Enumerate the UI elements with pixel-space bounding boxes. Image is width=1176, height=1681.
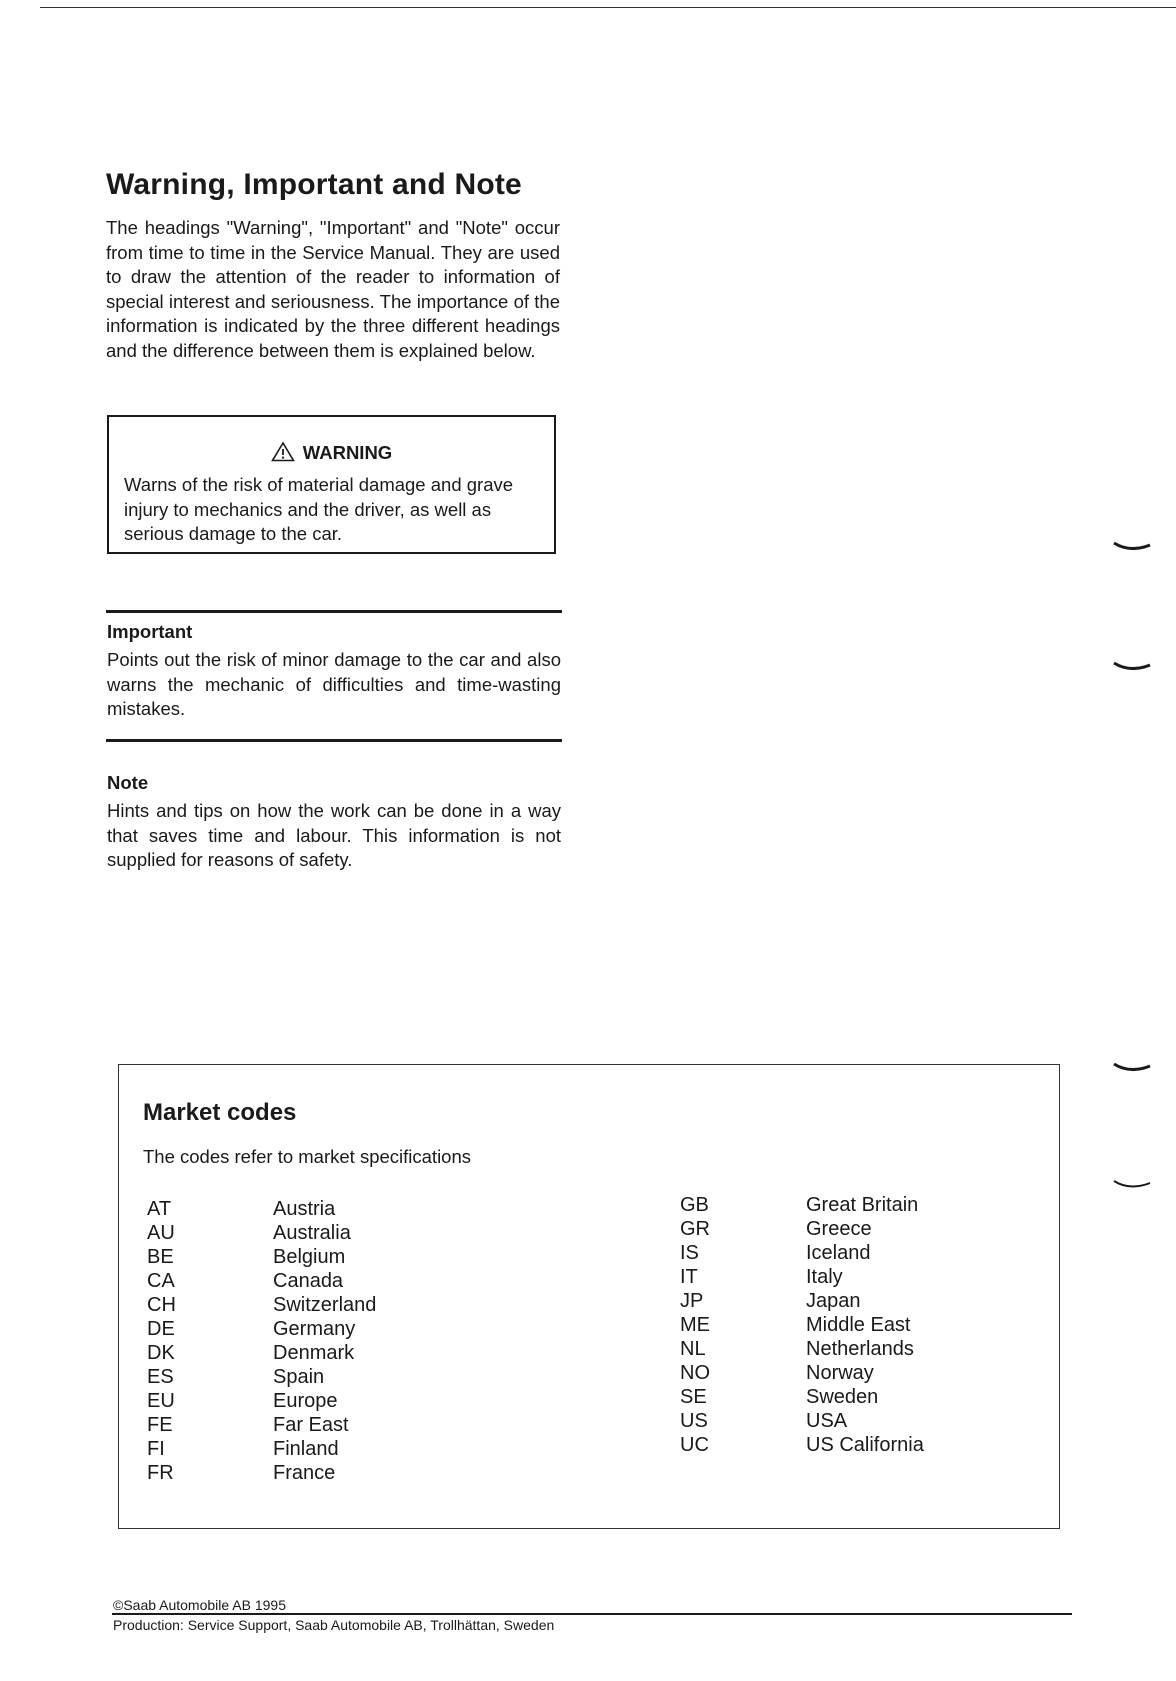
market-name: Italy <box>806 1266 843 1288</box>
top-rule <box>40 7 1176 8</box>
market-code: DK <box>147 1342 175 1364</box>
market-code: AT <box>147 1198 172 1220</box>
warning-heading <box>109 441 554 464</box>
intro-paragraph: The headings "Warning", "Important" and "Note" occur from time to time in the Service Manual. They are used to draw the attention of the reader to information of special interest and seriousness. The importance of the information is indicated by the three different headings and the difference between them is explained below. <box>106 217 560 361</box>
market-name: Japan <box>806 1290 861 1312</box>
market-name: France <box>273 1462 336 1484</box>
market-name: Germany <box>273 1318 356 1340</box>
page-title: Warning, Important and Note <box>106 168 522 201</box>
market-code: NO <box>680 1362 710 1384</box>
market-name: Austria <box>273 1198 336 1220</box>
warning-heading-label: WARNING <box>302 442 393 463</box>
market-code: BE <box>147 1246 174 1268</box>
market-code: FE <box>147 1414 173 1436</box>
important-heading: Important <box>107 621 193 642</box>
market-name: Spain <box>273 1366 325 1388</box>
market-name: Great Britain <box>806 1194 919 1216</box>
footer-copyright: ©Saab Automobile AB 1995 <box>113 1597 286 1613</box>
footer-production: Production: Service Support, Saab Automobile AB, Trollhättan, Sweden <box>113 1617 555 1633</box>
market-code: CH <box>147 1294 176 1316</box>
footer-rule <box>112 1613 1072 1615</box>
market-name: Norway <box>806 1362 874 1384</box>
market-codes-box <box>118 1064 1060 1529</box>
market-code: IT <box>680 1266 698 1288</box>
market-code: JP <box>680 1290 704 1312</box>
market-code: GB <box>680 1194 709 1216</box>
market-code: EU <box>147 1390 175 1412</box>
binder-hole-mark <box>1112 1061 1152 1075</box>
market-code: DE <box>147 1318 175 1340</box>
market-name: US California <box>806 1434 924 1456</box>
binder-hole-mark <box>1112 1178 1152 1192</box>
market-code: ME <box>680 1314 710 1336</box>
market-code: NL <box>680 1338 706 1360</box>
market-name: Finland <box>273 1438 339 1460</box>
market-code: FI <box>147 1438 165 1460</box>
market-name: Sweden <box>806 1386 879 1408</box>
important-top-rule <box>106 610 562 613</box>
important-bottom-rule <box>106 739 562 742</box>
warning-text: Warns of the risk of material damage and grave injury to mechanics and the driver, as well as serious damage to the car. <box>124 474 514 544</box>
note-text: Hints and tips on how the work can be done in a way that saves time and labour. This information is not supplied for reasons of safety. <box>107 800 561 870</box>
note-heading: Note <box>107 772 149 793</box>
market-name: Switzerland <box>273 1294 377 1316</box>
binder-hole-mark <box>1112 660 1152 674</box>
market-code: AU <box>147 1222 175 1244</box>
important-text: Points out the risk of minor damage to the car and also warns the mechanic of difficulties and time-wasting mistakes. <box>107 649 561 719</box>
market-code: UC <box>680 1434 709 1456</box>
market-code: ES <box>147 1366 174 1388</box>
market-name: USA <box>806 1410 848 1432</box>
market-name: Australia <box>273 1222 351 1244</box>
warning-box <box>107 415 556 554</box>
market-name: Belgium <box>273 1246 346 1268</box>
market-codes-subtitle: The codes refer to market specifications <box>143 1146 472 1167</box>
market-name: Middle East <box>806 1314 911 1336</box>
market-name: Iceland <box>806 1242 871 1264</box>
market-code: CA <box>147 1270 175 1292</box>
market-name: Denmark <box>273 1342 355 1364</box>
market-code: SE <box>680 1386 707 1408</box>
market-code: GR <box>680 1218 710 1240</box>
binder-hole-mark <box>1112 540 1152 554</box>
market-name: Europe <box>273 1390 338 1412</box>
market-name: Far East <box>273 1414 349 1436</box>
market-name: Greece <box>806 1218 872 1240</box>
warning-triangle-icon <box>271 441 295 462</box>
market-code: FR <box>147 1462 174 1484</box>
market-name: Canada <box>273 1270 344 1292</box>
market-name: Netherlands <box>806 1338 914 1360</box>
market-code: IS <box>680 1242 699 1264</box>
market-codes-title: Market codes <box>143 1099 297 1126</box>
market-code: US <box>680 1410 708 1432</box>
